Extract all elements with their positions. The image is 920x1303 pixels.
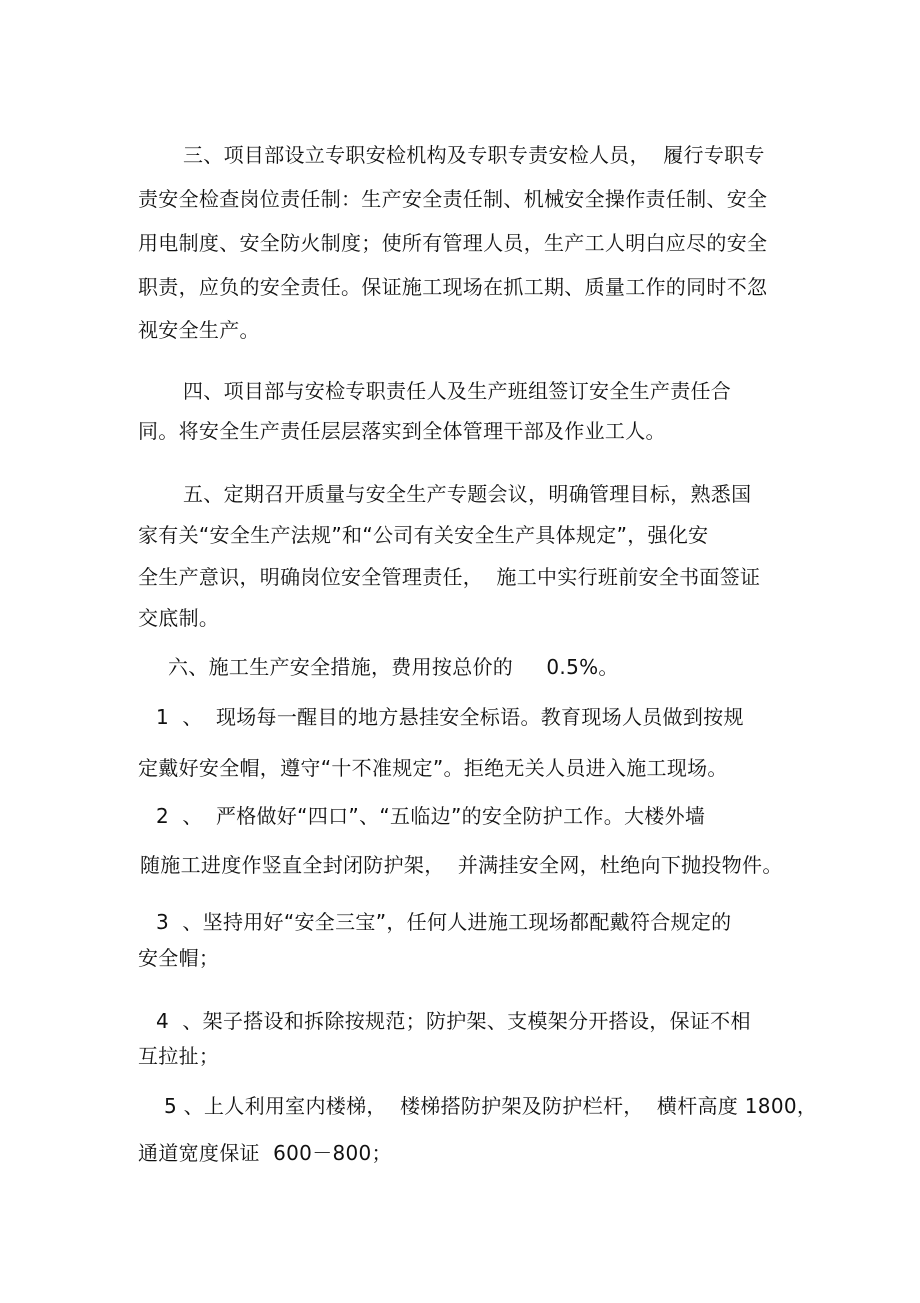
- text-line: 2 、 严格做好“四口”、“五临边”的安全防护工作。大楼外墙: [156, 804, 706, 828]
- text-line: 定戴好安全帽，遵守“十不准规定”。拒绝无关人员进入施工现场。: [138, 756, 728, 780]
- text-line: 六、施工生产安全措施，费用按总价的 0.5%。: [168, 655, 619, 679]
- text-line: 家有关“安全生产法规”和“公司有关安全生产具体规定”，强化安: [138, 523, 709, 547]
- text-line: 安全帽；: [138, 946, 220, 970]
- text-line: 互拉扯；: [138, 1044, 220, 1068]
- text-line: 随施工进度作竖直全封闭防护架， 并满挂安全网，杜绝向下抛投物件。: [140, 853, 783, 877]
- text-line: 用电制度、安全防火制度；使所有管理人员，生产工人明白应尽的安全: [138, 231, 768, 255]
- text-line: 3 、坚持用好“安全三宝”，任何人进施工现场都配戴符合规定的: [156, 910, 732, 934]
- text-line: 4 、架子搭设和拆除按规范；防护架、支模架分开搭设，保证不相: [156, 1009, 751, 1033]
- text-line: 全生产意识，明确岗位安全管理责任， 施工中实行班前安全书面签证: [138, 565, 761, 589]
- text-line: 1 、 现场每一醒目的地方悬挂安全标语。教育现场人员做到按规: [156, 705, 744, 729]
- text-line: 通道宽度保证 600－800；: [138, 1141, 392, 1165]
- text-line: 视安全生产。: [138, 318, 260, 342]
- text-line: 职责，应负的安全责任。保证施工现场在抓工期、质量工作的同时不忽: [138, 275, 768, 299]
- text-line: 四、项目部与安检专职责任人及生产班组签订安全生产责任合: [183, 379, 732, 403]
- text-line: 交底制。: [138, 606, 220, 630]
- text-line: 三、项目部设立专职安检机构及专职专责安检人员， 履行专职专: [183, 143, 765, 167]
- text-line: 同。将安全生产责任层层落实到全体管理干部及作业工人。: [138, 419, 666, 443]
- text-line: 5 、上人利用室内楼梯， 楼梯搭防护架及防护栏杆， 横杆高度 1800，: [164, 1094, 818, 1118]
- text-line: 责安全检查岗位责任制：生产安全责任制、机械安全操作责任制、安全: [138, 187, 768, 211]
- text-line: 五、定期召开质量与安全生产专题会议，明确管理目标，熟悉国: [183, 482, 752, 506]
